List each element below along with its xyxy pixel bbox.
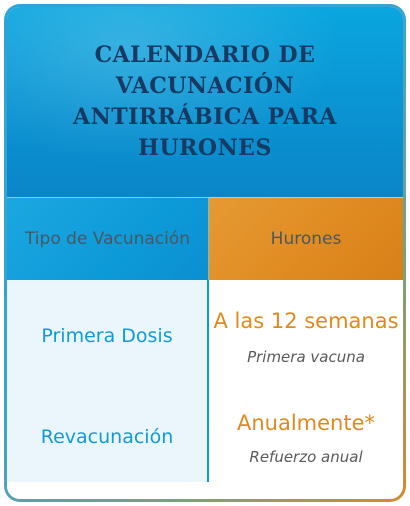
vaccination-table	[7, 197, 403, 482]
card-footer	[7, 482, 403, 499]
row-label-revaccination: Revacunación	[7, 392, 209, 482]
page-title: CALENDARIO DE VACUNACIÓN ANTIRRÁBICA PARA HURONES	[73, 42, 337, 161]
column-header-animal: Hurones	[209, 197, 403, 280]
card-header	[7, 7, 403, 197]
revaccination-schedule: Anualmente*	[236, 410, 376, 435]
row-value-cell-revaccination	[209, 392, 403, 482]
row-label-first-dose: Primera Dosis	[7, 280, 209, 392]
first-dose-schedule: A las 12 semanas	[213, 308, 399, 333]
vaccination-card	[4, 4, 406, 502]
revaccination-note: Refuerzo anual	[249, 447, 363, 466]
first-dose-note: Primera vacuna	[247, 347, 365, 366]
column-header-type: Tipo de Vacunación	[7, 197, 209, 280]
row-value-cell-first-dose	[209, 280, 403, 392]
